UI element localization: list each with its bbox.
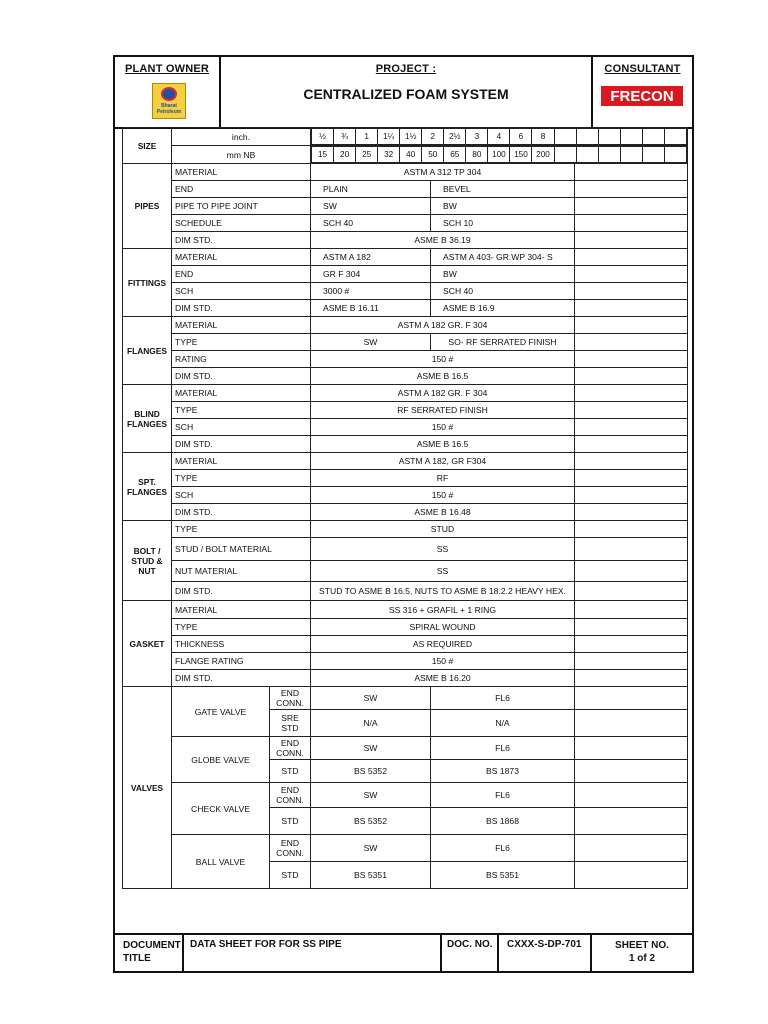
row-label: END CONN. xyxy=(270,835,311,862)
mm-size-cell: 80 xyxy=(466,147,488,163)
inch-size-cell: 1¼ xyxy=(378,129,400,145)
row-label: DIM STD. xyxy=(172,300,311,317)
row-value: BW xyxy=(431,198,575,215)
empty-size-cell xyxy=(642,129,664,145)
row-value: SS xyxy=(311,538,575,561)
row-label: MATERIAL xyxy=(172,249,311,266)
mm-label: mm NB xyxy=(172,146,311,164)
row-value: SS xyxy=(311,561,575,582)
inch-size-cell: 8 xyxy=(532,129,554,145)
row-label: SCH xyxy=(172,419,311,436)
row-value: ASTM A 182, GR F304 xyxy=(311,453,575,470)
blind-flanges-label: BLIND FLANGES xyxy=(123,385,172,453)
row-label: MATERIAL xyxy=(172,453,311,470)
doc-no-label: DOC. NO. xyxy=(442,935,499,971)
row-label: DIM STD. xyxy=(172,582,311,601)
row-value: BS 5351 xyxy=(311,862,431,889)
row-value: BS 5351 xyxy=(431,862,575,889)
row-value: ASME B 16.5 xyxy=(311,436,575,453)
row-value: PLAIN xyxy=(311,181,431,198)
row-value: SCH 40 xyxy=(431,283,575,300)
data-sheet xyxy=(113,55,694,973)
row-label: STD xyxy=(270,760,311,783)
empty-size-cell xyxy=(576,129,598,145)
row-value: 150 # xyxy=(311,351,575,368)
owner-logo-text: Bharat Petroleum xyxy=(156,103,182,115)
row-label: END CONN. xyxy=(270,783,311,808)
empty-size-cell xyxy=(664,147,686,163)
row-label: RATING xyxy=(172,351,311,368)
row-label: END CONN. xyxy=(270,737,311,760)
row-value: 3000 # xyxy=(311,283,431,300)
row-value: SS 316 + GRAFIL + 1 RING xyxy=(311,601,575,619)
inch-size-cell: 4 xyxy=(488,129,510,145)
row-value: STUD xyxy=(311,521,575,538)
sheet-no-value: 1 of 2 xyxy=(628,953,656,964)
inch-size-cell: 2 xyxy=(422,129,444,145)
row-label: STD xyxy=(270,808,311,835)
row-label: SRE STD xyxy=(270,710,311,737)
bharat-petroleum-logo xyxy=(152,83,186,119)
empty-size-cell xyxy=(554,147,576,163)
inch-size-cell: 6 xyxy=(510,129,532,145)
row-label: STD xyxy=(270,862,311,889)
mm-size-cell: 50 xyxy=(422,147,444,163)
sheet-no-label: SHEET NO. xyxy=(615,940,669,951)
row-label: DIM STD. xyxy=(172,368,311,385)
title-block xyxy=(115,933,692,971)
row-value: ASME B 16.5 xyxy=(311,368,575,385)
row-value: SW xyxy=(311,737,431,760)
size-inch-row xyxy=(123,128,688,146)
mm-size-cell: 15 xyxy=(312,147,334,163)
row-value: 150 # xyxy=(311,653,575,670)
row-value: ASTM A 403- GR.WP 304- S xyxy=(431,249,575,266)
ball-valve-label: BALL VALVE xyxy=(172,835,270,889)
row-label: FLANGE RATING xyxy=(172,653,311,670)
row-value: SPIRAL WOUND xyxy=(311,619,575,636)
consultant-cell xyxy=(593,57,692,127)
row-value: N/A xyxy=(311,710,431,737)
row-value: FL6 xyxy=(431,737,575,760)
row-label: MATERIAL xyxy=(172,385,311,402)
consultant-logo-text: FRECON xyxy=(610,88,674,105)
row-label: DIM STD. xyxy=(172,670,311,687)
inch-size-cell: ½ xyxy=(312,129,334,145)
empty-size-cell xyxy=(620,147,642,163)
row-label: STUD / BOLT MATERIAL xyxy=(172,538,311,561)
row-value: ASME B 36.19 xyxy=(311,232,575,249)
size-mm-row xyxy=(123,146,688,164)
empty-size-cell xyxy=(576,147,598,163)
row-value: 150 # xyxy=(311,419,575,436)
row-value: GR F 304 xyxy=(311,266,431,283)
row-label: MATERIAL xyxy=(172,601,311,619)
row-label: DIM STD. xyxy=(172,232,311,249)
empty-size-cell xyxy=(598,147,620,163)
row-value: ASME B 16.11 xyxy=(311,300,431,317)
inch-label: inch. xyxy=(172,128,311,146)
mm-size-cell: 200 xyxy=(532,147,554,163)
row-label: THICKNESS xyxy=(172,636,311,653)
pipes-label: PIPES xyxy=(123,164,172,249)
row-value: SW xyxy=(311,198,431,215)
row-value: ASME B 16.20 xyxy=(311,670,575,687)
row-value: FL6 xyxy=(431,835,575,862)
plant-owner-cell xyxy=(115,57,221,127)
row-value: 150 # xyxy=(311,487,575,504)
row-value: ASME B 16.9 xyxy=(431,300,575,317)
empty-size-cell xyxy=(642,147,664,163)
mm-size-cell: 150 xyxy=(510,147,532,163)
row-value: ASME B 16.48 xyxy=(311,504,575,521)
gate-valve-label: GATE VALVE xyxy=(172,687,270,737)
row-value: RF xyxy=(311,470,575,487)
spec-table xyxy=(122,127,688,889)
valves-label: VALVES xyxy=(123,687,172,889)
row-value: SO- RF SERRATED FINISH xyxy=(431,334,575,351)
inch-size-cell: 2½ xyxy=(444,129,466,145)
document-title: DATA SHEET FOR FOR SS PIPE xyxy=(184,935,442,971)
header xyxy=(115,57,692,129)
row-value: ASTM A 182 GR. F 304 xyxy=(311,385,575,402)
plant-owner-label: PLANT OWNER xyxy=(124,63,210,75)
row-value: BW xyxy=(431,266,575,283)
row-label: TYPE xyxy=(172,619,311,636)
bolt-label: BOLT / STUD & NUT xyxy=(123,521,172,601)
consultant-label: CONSULTANT xyxy=(604,63,681,75)
row-label: MATERIAL xyxy=(172,164,311,181)
row-value: BS 1868 xyxy=(431,808,575,835)
row-label: NUT MATERIAL xyxy=(172,561,311,582)
row-label: TYPE xyxy=(172,521,311,538)
row-label: MATERIAL xyxy=(172,317,311,334)
mm-size-cell: 40 xyxy=(400,147,422,163)
row-value: ASTM A 182 xyxy=(311,249,431,266)
row-value: FL6 xyxy=(431,687,575,710)
row-label: DIM STD. xyxy=(172,504,311,521)
mm-size-cell: 100 xyxy=(488,147,510,163)
row-label: END xyxy=(172,181,311,198)
row-value: BEVEL xyxy=(431,181,575,198)
row-value: SCH 10 xyxy=(431,215,575,232)
row-label: TYPE xyxy=(172,470,311,487)
empty-size-cell xyxy=(620,129,642,145)
frecon-logo xyxy=(601,86,683,106)
row-label: END CONN. xyxy=(270,687,311,710)
row-label: PIPE TO PIPE JOINT xyxy=(172,198,311,215)
row-value: SW xyxy=(311,835,431,862)
row-label: TYPE xyxy=(172,402,311,419)
row-value: FL6 xyxy=(431,783,575,808)
row-value: ASTM A 182 GR. F 304 xyxy=(311,317,575,334)
doc-no: CXXX-S-DP-701 xyxy=(499,935,592,971)
row-value: N/A xyxy=(431,710,575,737)
row-value: STUD TO ASME B 16.5, NUTS TO ASME B 18.2.2 HEAVY HEX. xyxy=(311,582,575,601)
empty-size-cell xyxy=(664,129,686,145)
row-value: SCH 40 xyxy=(311,215,431,232)
mm-size-cell: 25 xyxy=(356,147,378,163)
flanges-label: FLANGES xyxy=(123,317,172,385)
spt-flanges-label: SPT. FLANGES xyxy=(123,453,172,521)
size-mm-values xyxy=(311,146,687,163)
size-label: SIZE xyxy=(123,128,172,164)
project-cell xyxy=(221,57,593,127)
inch-size-cell: 1½ xyxy=(400,129,422,145)
mm-size-cell: 20 xyxy=(334,147,356,163)
row-value: ASTM A 312 TP 304 xyxy=(311,164,575,181)
project-label: PROJECT : xyxy=(375,63,437,75)
row-label: END xyxy=(172,266,311,283)
row-value: BS 1873 xyxy=(431,760,575,783)
size-inch-values xyxy=(311,128,687,145)
row-value: BS 5352 xyxy=(311,808,431,835)
document-title-label: DOCUMENT TITLE xyxy=(115,935,184,971)
row-value: SW xyxy=(311,334,431,351)
row-label: SCH xyxy=(172,283,311,300)
empty-size-cell xyxy=(598,129,620,145)
row-value: SW xyxy=(311,687,431,710)
inch-size-cell: 3 xyxy=(466,129,488,145)
inch-size-cell: ¾ xyxy=(334,129,356,145)
gasket-label: GASKET xyxy=(123,601,172,687)
check-valve-label: CHECK VALVE xyxy=(172,783,270,835)
row-value: BS 5352 xyxy=(311,760,431,783)
mm-size-cell: 32 xyxy=(378,147,400,163)
row-value: AS REQUIRED xyxy=(311,636,575,653)
row-label: SCHEDULE xyxy=(172,215,311,232)
row-value: RF SERRATED FINISH xyxy=(311,402,575,419)
empty-size-cell xyxy=(554,129,576,145)
project-title: CENTRALIZED FOAM SYSTEM xyxy=(303,86,509,102)
inch-size-cell: 1 xyxy=(356,129,378,145)
row-label: DIM STD. xyxy=(172,436,311,453)
sheet-no-cell xyxy=(592,935,692,971)
mm-size-cell: 65 xyxy=(444,147,466,163)
row-label: TYPE xyxy=(172,334,311,351)
fittings-label: FITTINGS xyxy=(123,249,172,317)
row-label: SCH xyxy=(172,487,311,504)
globe-valve-label: GLOBE VALVE xyxy=(172,737,270,783)
row-value: SW xyxy=(311,783,431,808)
